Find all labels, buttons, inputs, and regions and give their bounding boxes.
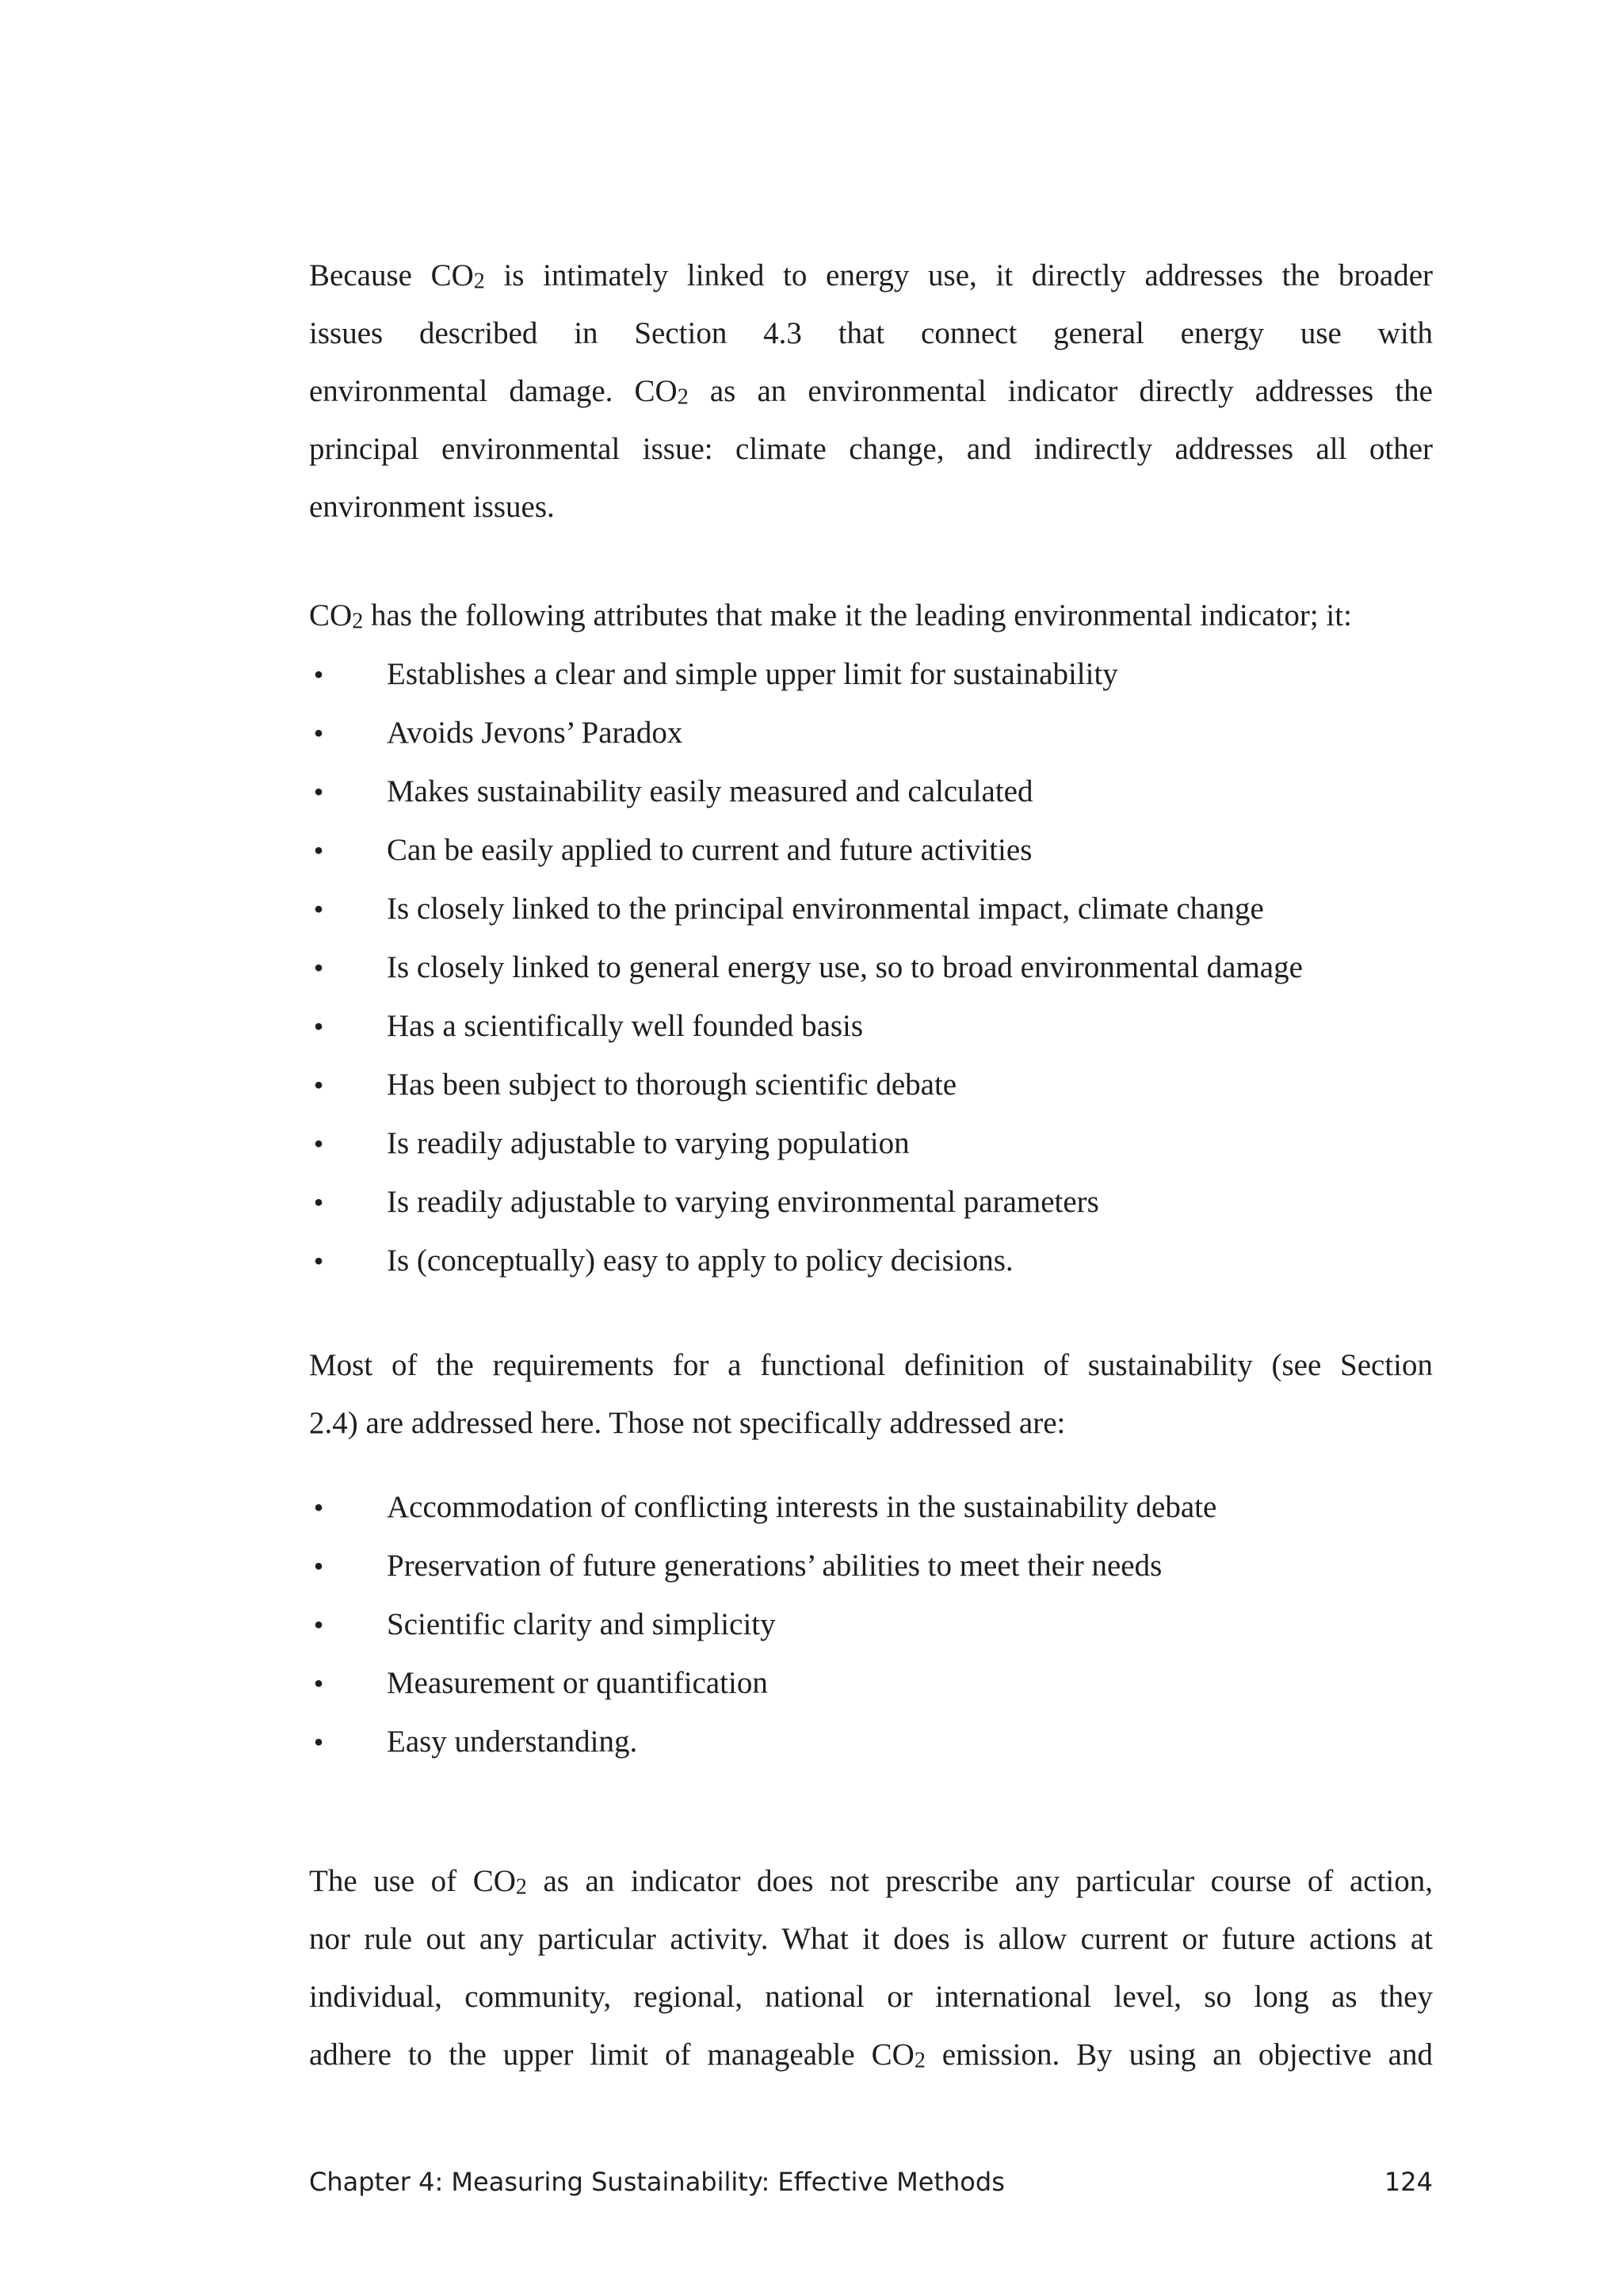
bullet-icon: • [313,952,324,984]
text-span: is intimately linked to energy use, it directly addresses the broader [484,258,1434,292]
list-item-text: Measurement or quantification [387,1666,768,1700]
bullet-icon: • [313,717,324,749]
text-line [309,304,1433,362]
list-item [309,762,1433,821]
text-span: CO [309,598,353,632]
list-item-text: Accommodation of conflicting interests in the sustainability debate [387,1490,1217,1524]
list-item [309,1595,1433,1654]
footer-page-number: 124 [1384,2167,1433,2197]
footer-chapter-title: Chapter 4: Measuring Sustainability: Effective Methods [309,2167,1005,2197]
bullet-icon: • [313,893,324,925]
text-span: issues described in Section 4.3 that connect general energy use with [309,316,1433,350]
bullet-icon: • [313,1128,324,1159]
text-line [309,362,1433,420]
text-span: emission. By using an objective and [925,2038,1433,2072]
list-item [309,880,1433,938]
list-item [309,1537,1433,1595]
list-item [309,1713,1433,1771]
text-line [309,2026,1433,2084]
paragraph-co2-indicator [309,1852,1433,2084]
bullet-icon: • [313,835,324,866]
list-item [309,821,1433,880]
page-footer [309,2167,1433,2197]
subscript-text: 2 [677,384,689,410]
text-line [309,1852,1433,1910]
bullet-icon: • [313,1186,324,1218]
list-item-text: Is closely linked to general energy use, so to broad environmental damage [387,950,1303,984]
text-span: adhere to the upper limit of manageable CO [309,2038,915,2072]
bullet-icon: • [313,659,324,690]
text-span: The use of CO [309,1864,516,1898]
subscript-text: 2 [352,609,364,634]
list-item-text: Is readily adjustable to varying environmental parameters [387,1185,1099,1219]
paragraph-lines [309,246,1433,536]
subscript-text: 2 [515,1874,527,1900]
list-item-text: Can be easily applied to current and future activities [387,833,1033,867]
list-item-text: Is closely linked to the principal environmental impact, climate change [387,892,1264,926]
bullet-icon: • [313,1609,324,1641]
list-item [309,1056,1433,1114]
text-span: as an environmental indicator directly addresses the [688,374,1433,408]
bullet-icon: • [313,1010,324,1042]
list-item [309,1232,1433,1290]
list-item-text: Preservation of future generations’ abilities to meet their needs [387,1549,1163,1583]
text-line: Most of the requirements for a functional definition of sustainability (see Section [309,1348,1433,1382]
list-item [309,1478,1433,1537]
list-item [309,645,1433,704]
bullet-icon: • [313,1069,324,1101]
list-item-text: Has been subject to thorough scientific debate [387,1068,957,1102]
bullet-icon: • [313,1726,324,1758]
text-line [309,420,1433,478]
text-span: principal environmental issue: climate change, and indirectly addresses all other [309,432,1433,466]
bullet-icon: • [313,1245,324,1277]
subscript-text: 2 [914,2048,926,2073]
paragraph-lines [309,1852,1433,2084]
list-item-text: Has a scientifically well founded basis [387,1009,864,1043]
text-line [309,1910,1433,1968]
text-span: as an indicator does not prescribe any particular course of action, [526,1864,1433,1898]
list-item [309,997,1433,1056]
text-line [309,478,1433,536]
text-span: individual, community, regional, national or international level, so long as they [309,1980,1433,2014]
list-item [309,1114,1433,1173]
list-item-text: Establishes a clear and simple upper limit for sustainability [387,657,1118,691]
text-line [309,246,1433,304]
text-span: environment issues. [309,490,555,524]
list-item-text: Is readily adjustable to varying population [387,1126,910,1160]
text-span: environmental damage. CO [309,374,678,408]
text-span: has the following attributes that make it the leading environmental indicator; it: [363,598,1352,632]
list-item-text: Is (conceptually) easy to apply to policy decisions. [387,1244,1014,1278]
text-span: nor rule out any particular activity. What it does is allow current or future actions at [309,1922,1433,1956]
bullet-icon: • [313,1550,324,1582]
text-span: Because CO [309,258,474,292]
paragraph-co2-energy [309,246,1433,536]
list-item [309,1654,1433,1713]
bullet-icon: • [313,1668,324,1699]
list-item-text: Scientific clarity and simplicity [387,1607,776,1641]
list-item [309,1173,1433,1232]
list-item-text: Makes sustainability easily measured and calculated [387,774,1033,808]
requirements-section [309,1336,1433,1771]
requirements-paragraph [309,1336,1433,1452]
list-item [309,704,1433,762]
list-item-text: Avoids Jevons’ Paradox [387,716,683,750]
bullet-icon: • [313,776,324,808]
attributes-list [309,645,1433,1290]
requirements-list [309,1478,1433,1771]
attributes-section [309,586,1433,1290]
bullet-icon: • [313,1492,324,1523]
list-item [309,938,1433,997]
text-line [309,1968,1433,2026]
attributes-intro [309,586,1433,644]
text-line: 2.4) are addressed here. Those not specifically addressed are: [309,1406,1066,1440]
list-item-text: Easy understanding. [387,1725,638,1759]
subscript-text: 2 [473,269,485,294]
